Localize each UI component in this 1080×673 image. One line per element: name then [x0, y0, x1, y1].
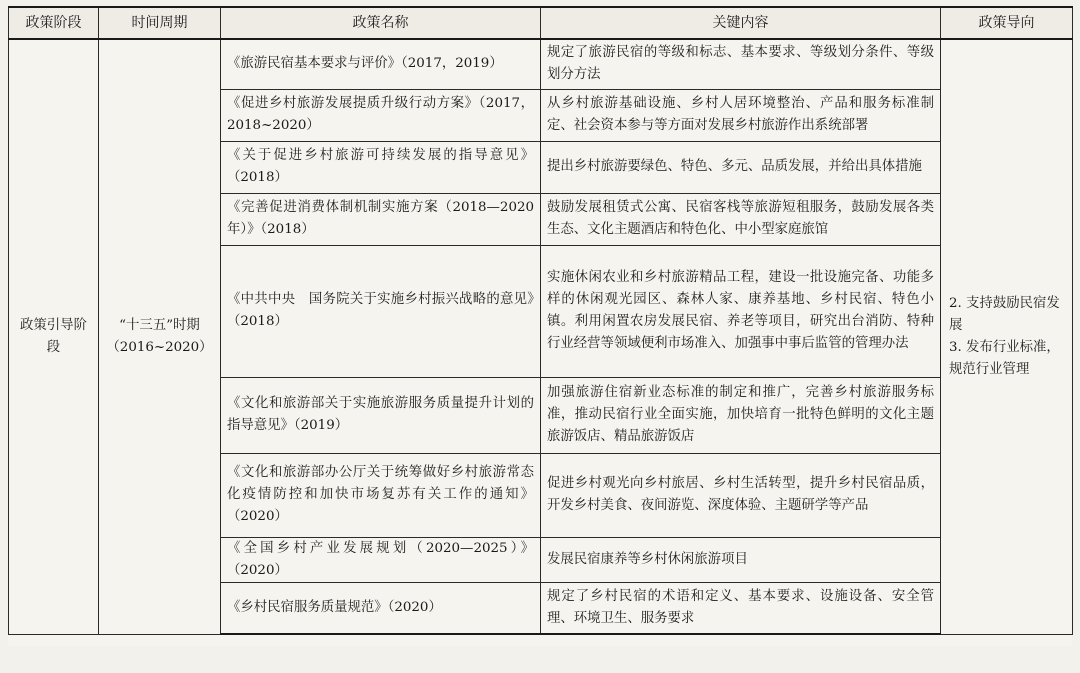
guide-cell: [941, 39, 1073, 634]
policy-table: [8, 6, 1073, 635]
header-name: 政策名称: [221, 7, 541, 39]
policy-name: 《全国乡村产业发展规划（2020—2025）》（2020）: [221, 537, 541, 582]
header-period: 时间周期: [99, 7, 221, 39]
policy-name: 《促进乡村旅游发展提质升级行动方案》（2017，2018~2020）: [221, 89, 541, 141]
policy-content: 发展民宿康养等乡村休闲旅游项目: [541, 537, 941, 582]
policy-content: 规定了乡村民宿的术语和定义、基本要求、设施设备、安全管理、环境卫生、服务要求: [541, 582, 941, 634]
header-content: 关键内容: [541, 7, 941, 39]
policy-content: 实施休闲农业和乡村旅游精品工程，建设一批设施完备、功能多样的休闲观光园区、森林人家、康养基地、乡村民宿、特色小镇。利用闲置农房发展民宿、养老等项目，研究出台消防、特种行业经营等领域便利市场准入、加强事中事后监管的管理办法: [541, 245, 941, 377]
policy-name: 《文化和旅游部关于实施旅游服务质量提升计划的指导意见》（2019）: [221, 377, 541, 453]
policy-content: 加强旅游住宿新业态标准的制定和推广，完善乡村旅游服务标准，推动民宿行业全面实施，加快培育一批特色鲜明的文化主题旅游饭店、精品旅游饭店: [541, 377, 941, 453]
policy-content: 促进乡村观光向乡村旅居、乡村生活转型，提升乡村民宿品质，开发乡村美食、夜间游览、深度体验、主题研学等产品: [541, 453, 941, 537]
policy-content: 从乡村旅游基础设施、乡村人居环境整治、产品和服务标准制定、社会资本参与等方面对发展乡村旅游作出系统部署: [541, 89, 941, 141]
policy-name: 《中共中央 国务院关于实施乡村振兴战略的意见》（2018）: [221, 245, 541, 377]
guide-item: 3. 发布行业标准，规范行业管理: [949, 339, 1060, 377]
policy-name: 《关于促进乡村旅游可持续发展的指导意见》（2018）: [221, 141, 541, 193]
policy-content: 提出乡村旅游要绿色、特色、多元、品质发展，并给出具体措施: [541, 141, 941, 193]
policy-name: 《完善促进消费体制机制实施方案（2018—2020年）》（2018）: [221, 193, 541, 245]
policy-content: 规定了旅游民宿的等级和标志、基本要求、等级划分条件、等级划分方法: [541, 39, 941, 89]
header-stage: 政策阶段: [9, 7, 99, 39]
policy-name: 《乡村民宿服务质量规范》（2020）: [221, 582, 541, 634]
guide-item: 2. 支持鼓励民宿发展: [949, 295, 1060, 333]
stage-cell: 政策引导阶段: [9, 39, 99, 634]
policy-content: 鼓励发展租赁式公寓、民宿客栈等旅游短租服务，鼓励发展各类生态、文化主题酒店和特色化、中小型家庭旅馆: [541, 193, 941, 245]
header-guide: 政策导向: [941, 7, 1073, 39]
period-label: “十三五”时期: [119, 317, 200, 333]
period-years: （2016~2020）: [106, 339, 213, 355]
table-header-row: [9, 7, 1073, 39]
table-row: [9, 39, 1073, 89]
policy-name: 《文化和旅游部办公厅关于统筹做好乡村旅游常态化疫情防控和加快市场复苏有关工作的通知》（2020）: [221, 453, 541, 537]
policy-table-page: [8, 6, 1072, 646]
period-cell: [99, 39, 221, 634]
policy-name: 《旅游民宿基本要求与评价》（2017，2019）: [221, 39, 541, 89]
